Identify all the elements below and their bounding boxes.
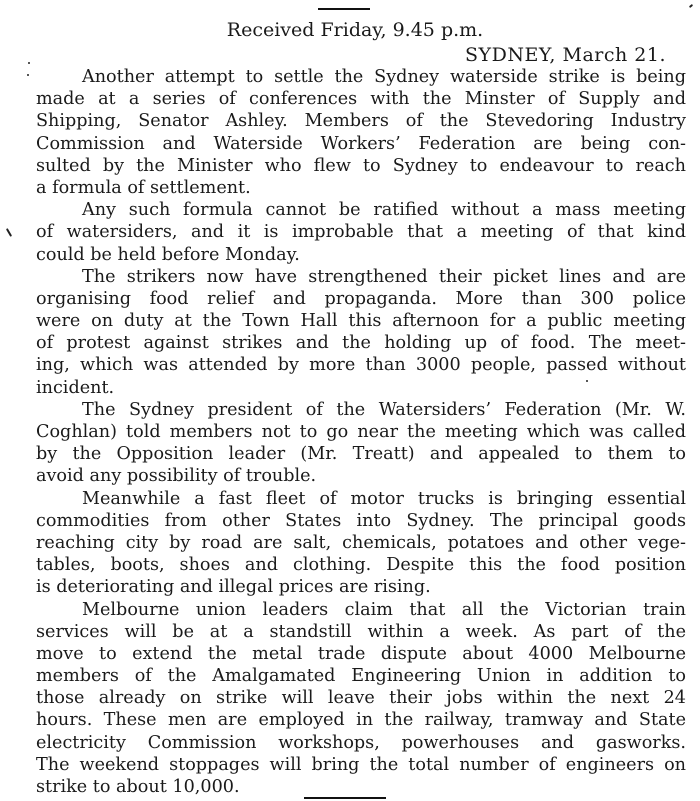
paragraph-4 <box>36 399 686 488</box>
scan-speck <box>586 380 588 382</box>
text-line: Another attempt to settle the Sydney waterside strike is being <box>82 67 686 87</box>
text-line: Commission and Waterside Workers’ Federation are being con- <box>36 133 686 154</box>
text-line: The Sydney president of the Watersiders’ Federation (Mr. W. <box>82 399 686 420</box>
text-line: hours. These men are employed in the railway, tramway and State <box>36 710 686 731</box>
text-line: could be held before Monday. <box>36 244 300 265</box>
paragraph-6 <box>36 599 686 799</box>
scan-speck <box>6 228 12 237</box>
text-line: Melbourne union leaders claim that all the Victorian train <box>82 599 686 620</box>
text-line: ing, which was attended by more than 3000 people, passed without <box>36 355 686 376</box>
text-line: strike to about 10,000. <box>36 777 240 797</box>
text-line: tables, boots, shoes and clothing. Despite this the food position <box>36 555 686 576</box>
paragraph-5 <box>36 488 686 599</box>
text-line: Shipping, Senator Ashley. Members of the Stevedoring Industry <box>36 111 686 132</box>
text-line: avoid any possibility of trouble. <box>36 466 317 487</box>
text-line: sulted by the Minister who flew to Sydney to endeavour to reach <box>36 155 686 176</box>
paragraph-1 <box>36 66 686 199</box>
bottom-rule <box>304 797 386 799</box>
top-rule <box>318 8 370 10</box>
text-line: members of the Amalgamated Engineering Union in addition to <box>36 666 686 687</box>
scan-speck <box>28 62 30 64</box>
article-body <box>36 66 686 798</box>
text-line: made at a series of conferences with the Minster of Supply and <box>36 89 686 110</box>
text-line: The weekend stoppages will bring the total number of engineers on <box>36 754 686 775</box>
text-line: reaching city by road are salt, chemicals, potatoes and other vege- <box>36 532 686 553</box>
text-line: services will be at a standstill within a week. As part of the <box>36 621 686 642</box>
text-line: by the Opposition leader (Mr. Treatt) and appealed to them to <box>36 444 686 465</box>
text-line: were on duty at the Town Hall this afternoon for a public meeting <box>36 311 686 332</box>
text-line: those already on strike will leave their jobs within the next 24 <box>36 688 686 709</box>
scan-speck <box>27 74 29 76</box>
text-line: Coghlan) told members not to go near the meeting which was called <box>36 422 686 442</box>
text-line: a formula of settlement. <box>36 177 251 198</box>
text-line: is deteriorating and illegal prices are rising. <box>36 577 431 598</box>
paragraph-2 <box>36 199 686 266</box>
scan-speck <box>689 4 693 8</box>
text-line: Any such formula cannot be ratified without a mass meeting <box>82 200 686 221</box>
received-dateline: Received Friday, 9.45 p.m. <box>226 19 484 41</box>
text-line: Meanwhile a fast fleet of motor trucks is bringing essential <box>82 488 686 509</box>
place-date-line: SYDNEY, March 21. <box>465 44 666 66</box>
text-line: electricity Commission workshops, powerhouses and gasworks. <box>36 732 686 753</box>
text-line: organising food relief and propaganda. More than 300 police <box>36 288 686 309</box>
text-line: incident. <box>36 377 115 398</box>
text-line: of watersiders, and it is improbable that a meeting of that kind <box>36 222 686 243</box>
paragraph-3 <box>36 266 686 399</box>
text-line: of protest against strikes and the holding up of food. The meet- <box>36 333 686 354</box>
text-line: move to extend the metal trade dispute about 4000 Melbourne <box>36 643 686 664</box>
text-line: commodities from other States into Sydney. The principal goods <box>36 510 686 531</box>
text-line: The strikers now have strengthened their picket lines and are <box>82 266 686 287</box>
